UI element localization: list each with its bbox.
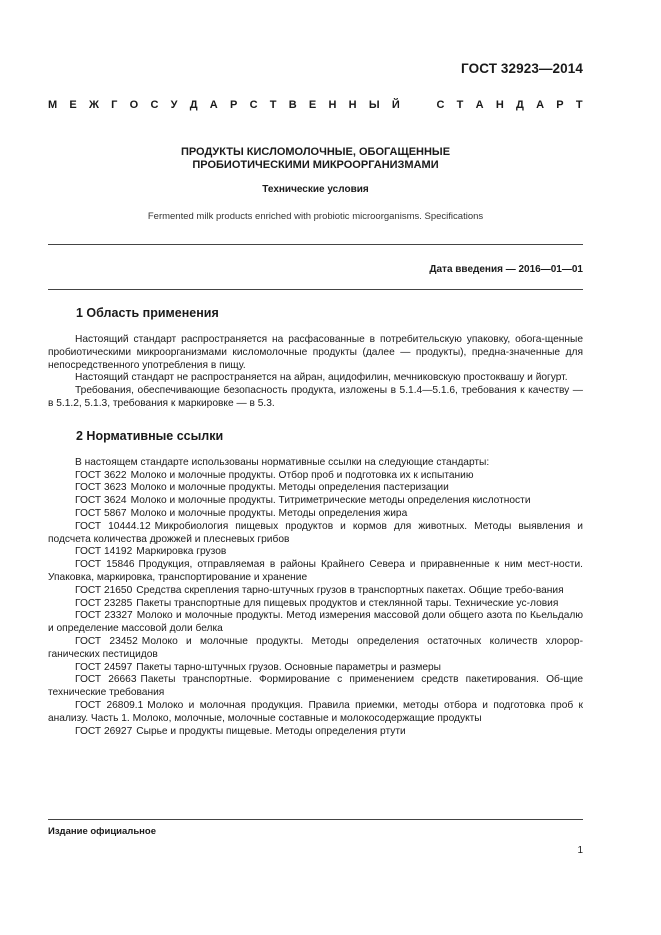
banner-letter: У	[170, 99, 178, 111]
edition-note: Издание официальное	[48, 826, 156, 837]
reference-item	[48, 546, 583, 559]
divider-top	[48, 244, 583, 245]
document-subtitle: Технические условия	[262, 184, 369, 195]
reference-title: Маркировка грузов	[136, 546, 227, 558]
document-title	[48, 146, 583, 172]
banner-letter: Р	[229, 99, 238, 111]
reference-title: Молоко и молочная продукция. Правила приемки, методы отбора и подготовка проб к анализу. Часть 1. Молоко, молочные, молочные составные и молокосодержащие продукты	[48, 699, 584, 724]
reference-item	[48, 508, 583, 521]
banner-letter: Г	[111, 99, 118, 111]
banner-letter: А	[536, 99, 545, 111]
reference-list	[48, 470, 583, 739]
banner-letter: С	[436, 99, 445, 111]
banner-letter: Т	[269, 99, 277, 111]
reference-code: ГОСТ 3624	[75, 495, 127, 507]
banner-letter: Ж	[88, 99, 99, 111]
introduction-date: Дата введения — 2016—01—01	[429, 264, 583, 275]
banner-letter: С	[249, 99, 258, 111]
reference-code: ГОСТ 3623	[75, 482, 127, 494]
reference-item	[48, 610, 583, 636]
section-1-heading: 1 Область применения	[76, 306, 219, 320]
section-2-lead: В настоящем стандарте использованы нормативные ссылки на следующие стандарты:	[75, 456, 490, 468]
document-body	[48, 306, 583, 738]
banner-letter: Т	[575, 99, 583, 111]
banner-letter: Д	[516, 99, 524, 111]
reference-title: Молоко и молочные продукты. Методы определения остаточных количеств хлорор-ганических пестицидов	[48, 635, 583, 660]
reference-title: Сырье и продукты пищевые. Методы определения ртути	[136, 725, 406, 737]
reference-item	[48, 674, 583, 700]
reference-title: Пакеты тарно-штучных грузов. Основные параметры и размеры	[136, 661, 441, 673]
reference-title: Пакеты транспортные для пищевых продуктов и стеклянной тары. Технические ус-ловия	[136, 597, 559, 609]
reference-title: Пакеты транспортные. Формирование с применением средств пакетирования. Об-щие технические требования	[48, 674, 583, 699]
reference-code: ГОСТ 26663	[75, 674, 137, 686]
reference-item	[48, 495, 583, 508]
divider-date	[48, 289, 583, 290]
reference-title: Молоко и молочные продукты. Методы определения пастеризации	[130, 482, 449, 494]
banner-letter: Н	[328, 99, 337, 111]
reference-item	[48, 559, 583, 585]
reference-code: ГОСТ 24597	[75, 661, 133, 673]
banner-letter: Т	[456, 99, 464, 111]
title-line-1: ПРОДУКТЫ КИСЛОМОЛОЧНЫЕ, ОБОГАЩЕННЫЕ	[180, 146, 451, 158]
reference-code: ГОСТ 14192	[75, 546, 133, 558]
reference-code: ГОСТ 26809.1	[75, 699, 144, 711]
reference-title: Микробиология пищевых продуктов и кормов для животных. Методы выявления и подсчета количества дрожжей и плесневых грибов	[48, 520, 583, 545]
reference-item	[48, 636, 583, 662]
reference-title: Молоко и молочные продукты. Методы определения жира	[130, 507, 408, 519]
reference-title: Средства скрепления тарно-штучных грузов в транспортных пакетах. Общие требо-вания	[136, 584, 564, 596]
reference-item	[48, 598, 583, 611]
reference-title: Молоко и молочные продукты. Метод измерения массовой доли общего азота по Кьельдалю и определение массовой доли белка	[48, 610, 583, 635]
reference-code: ГОСТ 3622	[75, 469, 127, 481]
section-1-paragraph: Требования, обеспечивающие безопасность продукта, изложены в 5.1.4—5.1.6, требования к качеству — в 5.1.2, 5.1.3, требования к маркировке — в 5.3.	[48, 385, 583, 409]
reference-code: ГОСТ 21650	[75, 584, 133, 596]
reference-code: ГОСТ 5867	[75, 507, 127, 519]
reference-item	[48, 482, 583, 495]
banner-letter: Д	[189, 99, 198, 111]
banner-letter: Р	[556, 99, 564, 111]
banner-letter: Н	[495, 99, 504, 111]
reference-title: Продукция, отправляемая в районы Крайнего Севера и приравненные к ним мест-ности. Упаковка, маркировка, транспортирование и хранение	[48, 559, 583, 583]
reference-code: ГОСТ 23285	[75, 597, 133, 609]
reference-item	[48, 662, 583, 675]
banner-letter: В	[288, 99, 297, 111]
section-2-heading: 2 Нормативные ссылки	[76, 428, 224, 443]
banner-letter: Е	[69, 99, 77, 111]
reference-item	[48, 585, 583, 598]
document-code: ГОСТ 32923—2014	[461, 61, 583, 76]
reference-code: ГОСТ 10444.12	[75, 520, 151, 532]
banner-letter: Ы	[368, 99, 380, 111]
reference-code: ГОСТ 23327	[75, 610, 133, 622]
banner-letter: С	[150, 99, 159, 111]
section-1-paragraph: Настоящий стандарт не распространяется на айран, ацидофилин, мечниковскую простоквашу и йогурт.	[75, 372, 568, 384]
banner-letter: А	[475, 99, 484, 111]
page-number: 1	[577, 845, 583, 856]
banner-letter: Е	[308, 99, 317, 111]
reference-title: Молоко и молочные продукты. Отбор проб и подготовка их к испытанию	[130, 469, 474, 481]
banner-letter: Н	[348, 99, 357, 111]
divider-footer	[48, 819, 583, 820]
banner-letter: Й	[391, 99, 400, 111]
section-1-paragraph: Настоящий стандарт распространяется на расфасованные в потребительскую упаковку, обога-щенные пробиотическими микроорганизмами кисломолочные продукты (далее — продукты), предна-значенные для непосредственного употребления в пищу.	[48, 334, 583, 371]
title-line-2: ПРОБИОТИЧЕСКИМИ МИКРООРГАНИЗМАМИ	[192, 159, 439, 171]
reference-code: ГОСТ 23452	[75, 635, 138, 647]
reference-item	[48, 470, 583, 483]
reference-item	[48, 521, 583, 547]
banner-letter: М	[48, 99, 58, 111]
reference-item	[48, 726, 583, 739]
banner-letter: О	[129, 99, 139, 111]
reference-code: ГОСТ 26927	[75, 725, 133, 737]
reference-item	[48, 700, 583, 726]
english-title: Fermented milk products enriched with probiotic microorganisms. Specifications	[147, 211, 484, 222]
reference-title: Молоко и молочные продукты. Титриметрические методы определения кислотности	[130, 495, 531, 507]
reference-code: ГОСТ 15846	[75, 559, 135, 571]
standard-banner	[48, 99, 583, 111]
banner-letter: А	[209, 99, 218, 111]
